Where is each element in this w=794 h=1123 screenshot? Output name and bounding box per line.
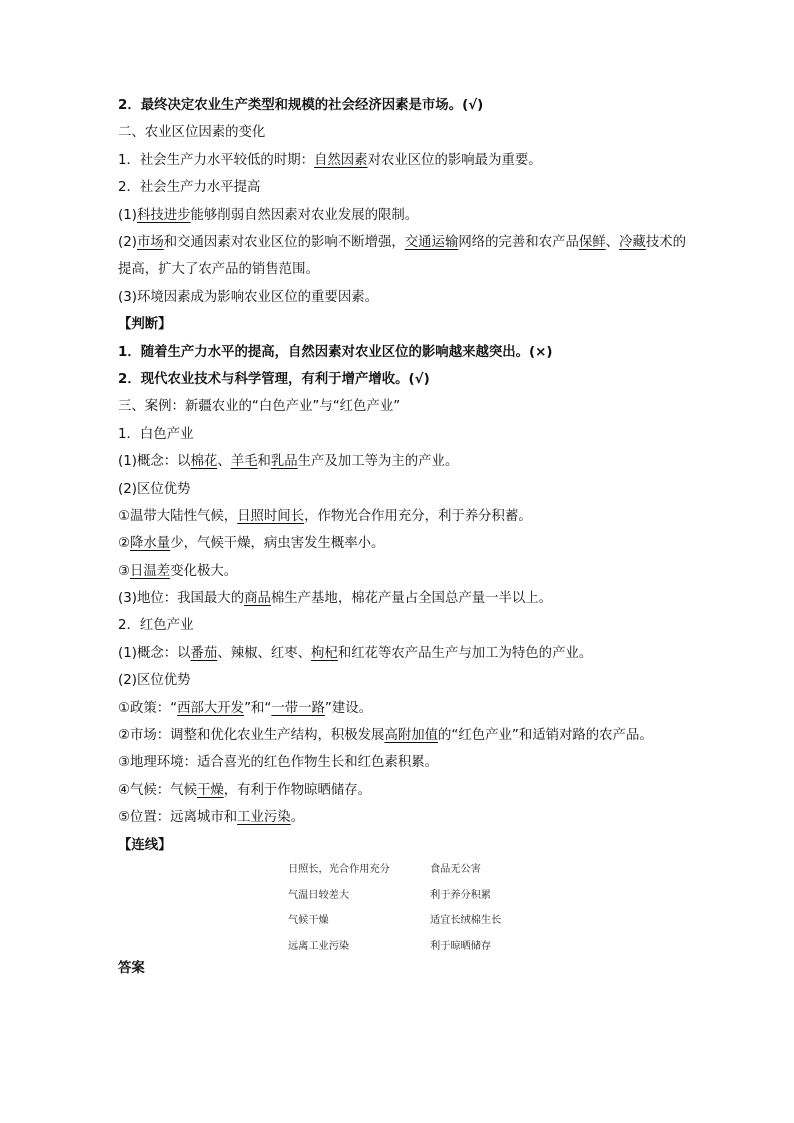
red-adv-3 — [118, 749, 688, 776]
s2-item-2-1 — [118, 202, 688, 229]
matching-exercise — [288, 860, 528, 962]
text-segment: 、 — [217, 454, 231, 470]
underlined-term: 棉花 — [190, 454, 218, 470]
white-concept — [118, 448, 688, 475]
underlined-term: 一带一路 — [271, 700, 325, 716]
text-segment: 2．最终决定农业生产类型和规模的社会经济因素是市场。(√) — [118, 98, 484, 113]
matching-row — [288, 911, 528, 937]
text-segment: 三、案例：新疆农业的“白色产业”与“红色产业” — [118, 399, 401, 415]
text-segment: 和 — [257, 454, 271, 470]
white-adv-1 — [118, 503, 688, 530]
text-segment: (1)概念：以 — [118, 645, 191, 661]
red-adv-5 — [118, 804, 688, 831]
underlined-term: 保鲜 — [578, 234, 606, 250]
matching-left-item[interactable]: 日照长，光合作用充分 — [288, 864, 390, 875]
text-segment: ①温带大陆性气候， — [118, 508, 238, 524]
text-segment: (1) — [118, 207, 137, 223]
white-heading — [118, 421, 688, 448]
text-segment: 对农业区位的影响最为重要。 — [367, 152, 542, 168]
underlined-term: 交通运输 — [404, 234, 459, 250]
text-segment: ②市场：调整和优化农业生产结构，积极发展 — [118, 728, 385, 744]
answer-label: 答案 — [118, 961, 145, 976]
judge-1b — [118, 92, 688, 119]
underlined-term: 羊毛 — [230, 454, 258, 470]
underlined-term: 西部大开发 — [177, 700, 245, 716]
text-segment: 少，气候干燥，病虫害发生概率小。 — [170, 536, 385, 552]
text-segment: ”建设。 — [324, 700, 373, 716]
red-heading — [118, 612, 688, 639]
underlined-term: 冷藏 — [619, 234, 646, 250]
matching-row — [288, 860, 528, 886]
text-segment: ④气候：气候 — [118, 782, 197, 798]
text-segment: 棉生产基地，棉花产量占全国总产量一半以上。 — [270, 591, 553, 607]
matching-left-item[interactable]: 气温日较差大 — [288, 889, 350, 901]
matching-row — [288, 937, 528, 963]
matching-left-item[interactable]: 远离工业污染 — [288, 940, 350, 952]
red-concept — [118, 640, 688, 667]
underlined-term: 番茄 — [190, 645, 218, 661]
text-segment: 【连线】 — [118, 837, 172, 853]
text-segment: (2)区位优势 — [118, 481, 191, 497]
matching-right-item[interactable]: 利于养分积累 — [430, 889, 492, 901]
underlined-term: 日照时间长 — [237, 508, 305, 524]
underlined-term: 工业污染 — [237, 810, 291, 826]
text-segment: 1．随着生产力水平的提高，自然因素对农业区位的影响越来越突出。(×) — [118, 344, 553, 360]
matching-left-item[interactable]: 气候干燥 — [288, 915, 329, 926]
text-segment: 和交通因素对农业区位的影响不断增强， — [163, 234, 405, 250]
text-segment: 1．社会生产力水平较低的时期： — [118, 152, 314, 168]
underlined-term: 科技进步 — [136, 207, 191, 223]
section-2-heading — [118, 119, 688, 146]
text-segment: 、 — [605, 234, 620, 250]
underlined-term: 市场 — [136, 234, 164, 250]
text-segment: 1．白色产业 — [118, 426, 194, 442]
connect-label — [118, 832, 688, 859]
text-segment: 生产及加工等为主的产业。 — [297, 454, 459, 470]
matching-row — [288, 886, 528, 912]
underlined-term: 日温差 — [130, 563, 171, 579]
document-body — [118, 92, 688, 859]
text-segment: 和红花等农产品生产与加工为特色的产业。 — [337, 645, 593, 661]
white-adv-2 — [118, 530, 688, 557]
text-segment: ⑤位置：远离城市和 — [118, 810, 238, 826]
s2-item-2-2 — [118, 229, 688, 284]
text-segment: ，有利于作物晾晒储存。 — [223, 782, 372, 798]
judge-label-2 — [118, 311, 688, 338]
judge-2b — [118, 366, 688, 393]
underlined-term: 干燥 — [196, 782, 224, 798]
matching-right-item[interactable]: 利于晾晒储存 — [430, 940, 492, 952]
text-segment: 2．社会生产力水平提高 — [118, 180, 261, 196]
text-segment: ③ — [118, 563, 131, 579]
text-segment: ①政策：“ — [118, 700, 178, 716]
text-segment: 技术的提高，扩大了农产品的销售范围。 — [118, 234, 686, 278]
text-segment: ③地理环境：适合喜光的红色作物生长和红色素积累。 — [118, 755, 438, 771]
text-segment: (2)区位优势 — [118, 673, 191, 689]
text-segment: (3)地位：我国最大的 — [118, 591, 245, 607]
white-adv-3 — [118, 558, 688, 585]
text-segment: ”和“ — [244, 700, 272, 716]
text-segment: 二、农业区位因素的变化 — [118, 125, 266, 141]
text-segment: (3)环境因素成为影响农业区位的重要因素。 — [118, 289, 378, 305]
text-segment: 能够削弱自然因素对农业发展的限制。 — [190, 207, 419, 223]
text-segment: ② — [118, 536, 131, 552]
s2-item-2 — [118, 174, 688, 201]
matching-right-item[interactable]: 适宜长绒棉生长 — [430, 915, 502, 926]
text-segment: 、辣椒、红枣、 — [217, 645, 312, 661]
text-segment: (2) — [118, 234, 137, 250]
underlined-term: 降水量 — [130, 536, 171, 552]
text-segment: 2．红色产业 — [118, 618, 194, 634]
text-segment: 2．现代农业技术与科学管理，有利于增产增收。(√) — [118, 371, 430, 387]
underlined-term: 自然因素 — [314, 152, 368, 168]
underlined-term: 枸杞 — [311, 645, 338, 661]
white-advantage — [118, 476, 688, 503]
judge-2a — [118, 339, 688, 366]
s2-item-2-3 — [118, 284, 688, 311]
text-segment: ，作物光合作用充分，利于养分积蓄。 — [304, 508, 532, 524]
underlined-term: 乳品 — [270, 454, 298, 470]
red-adv-2 — [118, 722, 688, 749]
text-segment: (1)概念：以 — [118, 454, 191, 470]
text-segment: 变化极大。 — [170, 563, 238, 579]
white-status — [118, 585, 688, 612]
text-segment: 。 — [290, 810, 305, 826]
text-segment: 网络的完善和农产品 — [458, 234, 579, 250]
matching-right-item[interactable]: 食品无公害 — [430, 864, 481, 875]
red-advantage — [118, 667, 688, 694]
s2-item-1 — [118, 147, 688, 174]
red-adv-4 — [118, 777, 688, 804]
text-segment: 【判断】 — [118, 317, 172, 333]
underlined-term: 商品 — [244, 591, 271, 607]
text-segment: 的“红色产业”和适销对路的农产品。 — [438, 728, 653, 744]
underlined-term: 高附加值 — [384, 728, 438, 744]
red-adv-1 — [118, 695, 688, 722]
section-3-heading — [118, 393, 688, 420]
